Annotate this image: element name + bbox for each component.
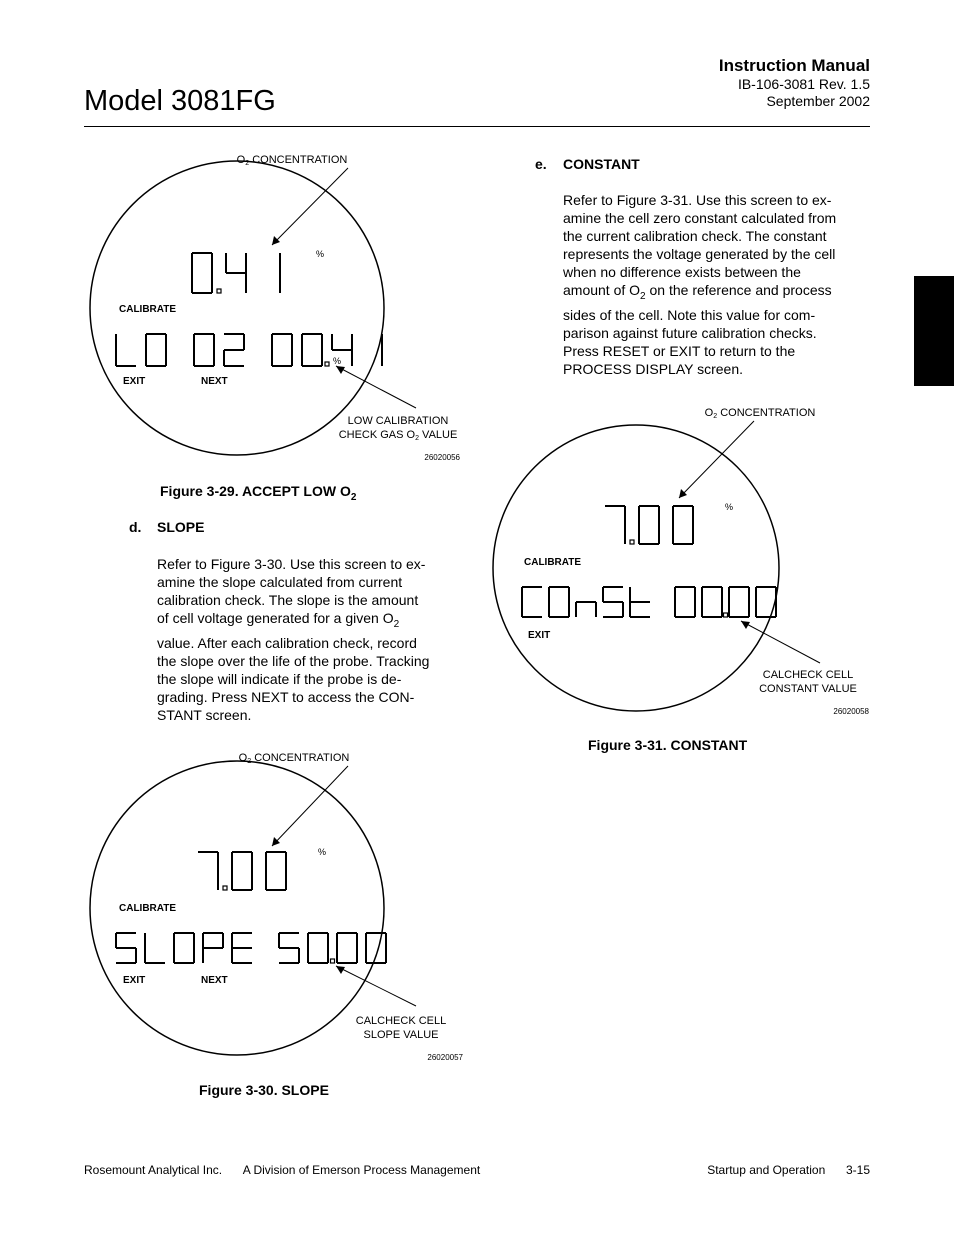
callout-arrow [741,621,820,663]
text-line: value. After each calibration check, record [157,634,417,651]
figure-3-29 [80,148,480,468]
text-line: amine the cell zero constant calculated from [563,210,837,226]
footer-company: Rosemount Analytical Inc. [84,1163,223,1177]
text-line: STANT screen. [157,706,252,723]
o2-arrow [679,421,754,498]
text-line: the slope will indicate if the probe is de- [157,670,402,687]
lcd-decimal-point [223,886,227,890]
percent-unit-bottom: % [333,356,342,366]
exit-button[interactable]: EXIT [123,376,146,387]
text-line: Refer to Figure 3-31. Use this screen to ex- [563,192,832,208]
section-d-heading: d. SLOPE [129,519,205,535]
lcd-decimal-point [630,540,634,544]
callout-arrow [336,966,416,1006]
callout-line-2: CONSTANT VALUE [759,683,857,695]
display-top-segments [198,852,286,890]
text-line: parison against future calibration checks. [563,324,817,341]
lcd-decimal-point [724,613,728,617]
text-line: when no difference exists between the [563,264,801,280]
callout-line-2: CHECK GAS O2 VALUE [338,429,458,442]
lcd-decimal-point [331,959,335,963]
exit-button[interactable]: EXIT [123,975,146,986]
figure-3-30 [80,748,480,1068]
figure-3-31 [488,403,888,723]
text-line: represents the voltage generated by the cell [563,246,836,262]
text-line: PROCESS DISPLAY screen. [563,360,743,377]
figure-3-29-caption: Figure 3-29. ACCEPT LOW $O_2$ [160,483,357,503]
figure-3-30-caption: Figure 3-30. SLOPE [199,1082,329,1098]
exit-button[interactable]: EXIT [528,630,551,641]
display-top-segments [605,506,693,544]
section-d-body [157,555,477,724]
header-info [719,56,870,110]
o2-arrowhead [272,236,280,245]
display-circle [493,425,779,711]
footer-page-number: 3-15 [845,1163,870,1177]
figure-code: 26020056 [424,453,460,462]
display-bottom-segments [522,587,776,617]
lcd-decimal-point [325,362,329,366]
o2-concentration-label: O2 CONCENTRATION [704,407,816,420]
calibrate-label: CALIBRATE [524,557,582,568]
display-bottom-segments [116,933,386,963]
figure-code: 26020058 [833,707,869,716]
percent-unit: % [316,249,325,259]
text-line: sides of the cell. Note this value for com- [563,306,816,323]
lcd-decimal-point [217,289,221,293]
doc-number: IB-106-3081 Rev. 1.5 [737,76,870,92]
model-title: Model 3081FG [84,85,276,117]
callout-arrow [336,366,416,408]
o2-concentration-label: O2 CONCENTRATION [238,752,350,765]
next-button[interactable]: NEXT [201,376,228,387]
callout-line-2: SLOPE VALUE [363,1029,439,1041]
o2-arrow [272,766,348,846]
text-line: amine the slope calculated from current [157,574,403,590]
callout-line-1: LOW CALIBRATION [347,415,449,427]
text-line: of cell voltage generated for a given $O_2$ [157,610,400,630]
calibrate-label: CALIBRATE [119,304,177,315]
footer-right [707,1162,870,1178]
section-e-heading: e. CONSTANT [535,156,640,172]
text-line: Press RESET or EXIT to return to the [563,342,796,359]
callout-line-1: CALCHECK CELL [355,1015,447,1027]
next-button[interactable]: NEXT [201,975,228,986]
percent-unit: % [318,847,327,857]
text-line: grading. Press NEXT to access the CON- [157,688,415,705]
text-line: the current calibration check. The constant [563,228,827,244]
text-line: the slope over the life of the probe. Tracking [157,652,430,669]
section-tab-marker [914,276,954,386]
figure-code: 26020057 [427,1053,463,1062]
text-line: Refer to Figure 3-30. Use this screen to ex- [157,556,426,572]
footer-section: Startup and Operation [707,1163,826,1177]
o2-concentration-label: O2 CONCENTRATION [236,154,348,167]
manual-title: Instruction Manual [718,56,870,75]
header-rule [84,126,870,127]
display-bottom-segments [116,334,382,366]
text-line: amount of $O_2$ on the reference and process [563,282,832,302]
percent-unit: % [725,502,734,512]
display-top-segments [192,253,280,293]
section-e-body [563,191,893,378]
calibrate-label: CALIBRATE [119,903,177,914]
text-line: calibration check. The slope is the amount [157,592,419,608]
figure-3-31-caption: Figure 3-31. CONSTANT [588,737,748,753]
footer-left [84,1162,480,1178]
doc-date: September 2002 [766,93,870,109]
footer-division: A Division of Emerson Process Management [242,1163,481,1177]
callout-line-1: CALCHECK CELL [762,669,854,681]
